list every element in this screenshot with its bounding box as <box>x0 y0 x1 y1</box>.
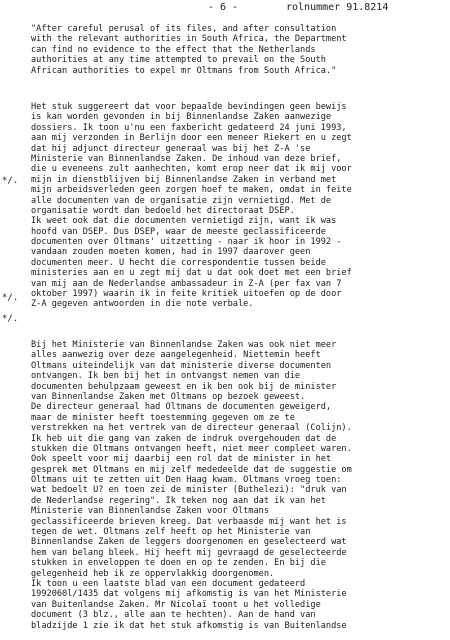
text-line: documenten over Oltmans' uitzetting - naar ik hoor in 1992 - <box>31 237 342 248</box>
text-line: Ministerie van Binnenlandse Zaken. De inhoud van deze brief, <box>31 153 342 164</box>
text-line: alle documenten van de organisatie zijn vernietigd. Met de <box>31 195 332 206</box>
text-line: Ik toon u een laatste blad van een document gedateerd <box>31 578 306 589</box>
text-line: stukken die Oltmans ontvangen heeft, niet meer compleet waren. <box>31 443 352 454</box>
text-line: van mij aan de Nederlandse ambassadeur in Z-A (per fax van 7 <box>31 278 342 289</box>
text-line: authorities at any time attempted to prevail on the South <box>31 55 326 66</box>
text-line: Ministerie van Binnenlandse Zaken voor Oltmans <box>31 506 269 517</box>
text-line: oktober 1997) waarin ik in feite kritiek uitoefen op de door <box>31 289 342 300</box>
text-line: hem van belang bleek. Hij heeft mij gevraagd de geselecteerde <box>31 547 347 558</box>
text-line: de Nederlandse regering". Ik teken nog aan dat ik van het <box>31 495 326 506</box>
paragraph-1 <box>31 102 445 310</box>
text-line: van Buitenlandse Zaken. Mr Nicolaï toont u het volledige <box>31 599 321 610</box>
margin-mark: */. <box>2 176 19 186</box>
text-line: alles aanwezig over deze aangelegenheid. Niettemin heeft <box>31 350 321 361</box>
text-line: Bij het Ministerie van Binnenlandse Zaken was ook niet meer <box>31 340 337 350</box>
text-line: 1992060l/1435 dat volgens mij afkomstig is van het Ministerie <box>31 589 347 600</box>
text-line: Het stuk suggereert dat voor bepaalde bevindingen geen bewijs <box>31 102 347 112</box>
text-line: stukken in enveloppen te doen en op te zenden. En bij die <box>31 558 326 569</box>
text-line: dat hij adjunct directeur generaal was bij het Z-A 'se <box>31 143 311 154</box>
text-line: bladzijde 1 zie ik dat het stuk afkomstig is van Buitenlandse <box>31 620 347 631</box>
text-line: verstrekken na het vertrek van de directeur generaal (Colijn). <box>31 423 352 434</box>
text-line: geclassificeerde brieven kreeg. Dat verbaasde mij want het is <box>31 516 347 527</box>
text-line: African authorities to expel mr Oltmans from South Africa." <box>31 65 337 76</box>
text-line: Ik weet ook dat die documenten vernietigd zijn, want ik was <box>31 216 337 227</box>
text-line: gesprek met Oltmans en mij zelf mededeelde dat de suggestie om <box>31 464 352 475</box>
text-line: dossiers. Ik toon u'nu een faxbericht gedateerd 24 juni 1993, <box>31 122 347 133</box>
text-line: Oltmans uiteindelijk van dat ministerie diverse documenten <box>31 360 332 371</box>
text-line: mijn in dienstblijven bij Binnenlandse Zaken in verband met <box>31 174 337 185</box>
margin-mark: */. <box>2 293 19 303</box>
text-line: "After careful perusal of its files, and after consultation <box>31 24 337 34</box>
text-line: ontvangen. Ik ben bij het in ontvangst nemen van die <box>31 371 301 382</box>
text-line: wat bedoelt U? en toen zei de minister (Buthelezi): "druk van <box>31 485 347 496</box>
text-line: Binnenlandse Zaken de leggers doorgenomen en geselecteerd wat <box>31 537 347 548</box>
text-line: Ik heb uit die gang van zaken de indruk overgehouden dat de <box>31 433 337 444</box>
text-line: ministeries aan en u zegt mij dat u dat ook doet met een brief <box>31 268 352 279</box>
text-line: aan mij verzonden in Berlijn door een meneer Riekert en u zegt <box>31 133 352 144</box>
text-line: Z-A gegeven antwoorden in die note verbale. <box>31 299 254 310</box>
margin-mark: */. <box>2 314 19 324</box>
text-line: De directeur generaal had Oltmans de documenten geweigerd, <box>31 402 332 413</box>
text-line: gelegenheid heb ik ze oppervlakkig doorgenomen. <box>31 568 275 579</box>
reference-number: rolnummer 91.8214 <box>286 2 389 13</box>
text-line: mijn arbeidsverleden geen zorgen hoef te maken, omdat in feite <box>31 185 352 196</box>
text-line: Oltmans uit te zetten uit Den Haag kwam. Oltmans vroeg toen: <box>31 475 342 486</box>
text-line: maar de minister heeft toestemming gegeven om ze te <box>31 412 295 423</box>
text-line: with the relevant authorities in South Africa, the Department <box>31 34 347 45</box>
text-line: tegen de wet. Oltmans zelf heeft op het Ministerie van <box>31 527 311 538</box>
quoted-paragraph <box>31 24 445 76</box>
text-line: can find no evidence to the effect that the Netherlands <box>31 44 316 55</box>
text-line: die u eveneens zult aanhechten, komt erop neer dat ik mij voor <box>31 164 352 175</box>
text-line: documenten behulpzaam geweest en ik ben ook bij de minister <box>31 381 337 392</box>
page-header <box>0 2 450 14</box>
text-line: documenten meer. U hecht die correspondentie tussen beide <box>31 257 326 268</box>
paragraph-2 <box>31 340 445 631</box>
text-line: vandaan zouden moeten komen, had in 1997 daarover geen <box>31 247 311 258</box>
text-line: organisatie wordt dan bedoeld het directoraat DSEP. <box>31 205 295 216</box>
text-line: is kan worden gevonden in bij Binnenlandse Zaken aanwezige <box>31 112 332 123</box>
text-line: document (3 blz., alle aan te hechten). Aan de hand van <box>31 610 316 621</box>
text-line: hoofd van DSEP. Dus DSEP, waar de meeste geclassificeerde <box>31 226 326 237</box>
page-number: - 6 - <box>208 2 239 13</box>
text-line: van Binnenlandse Zaken met Oltmans op bezoek geweest. <box>31 391 306 402</box>
text-line: Ook speelt voor mij daarbij een rol dat de minister in het <box>31 454 332 465</box>
